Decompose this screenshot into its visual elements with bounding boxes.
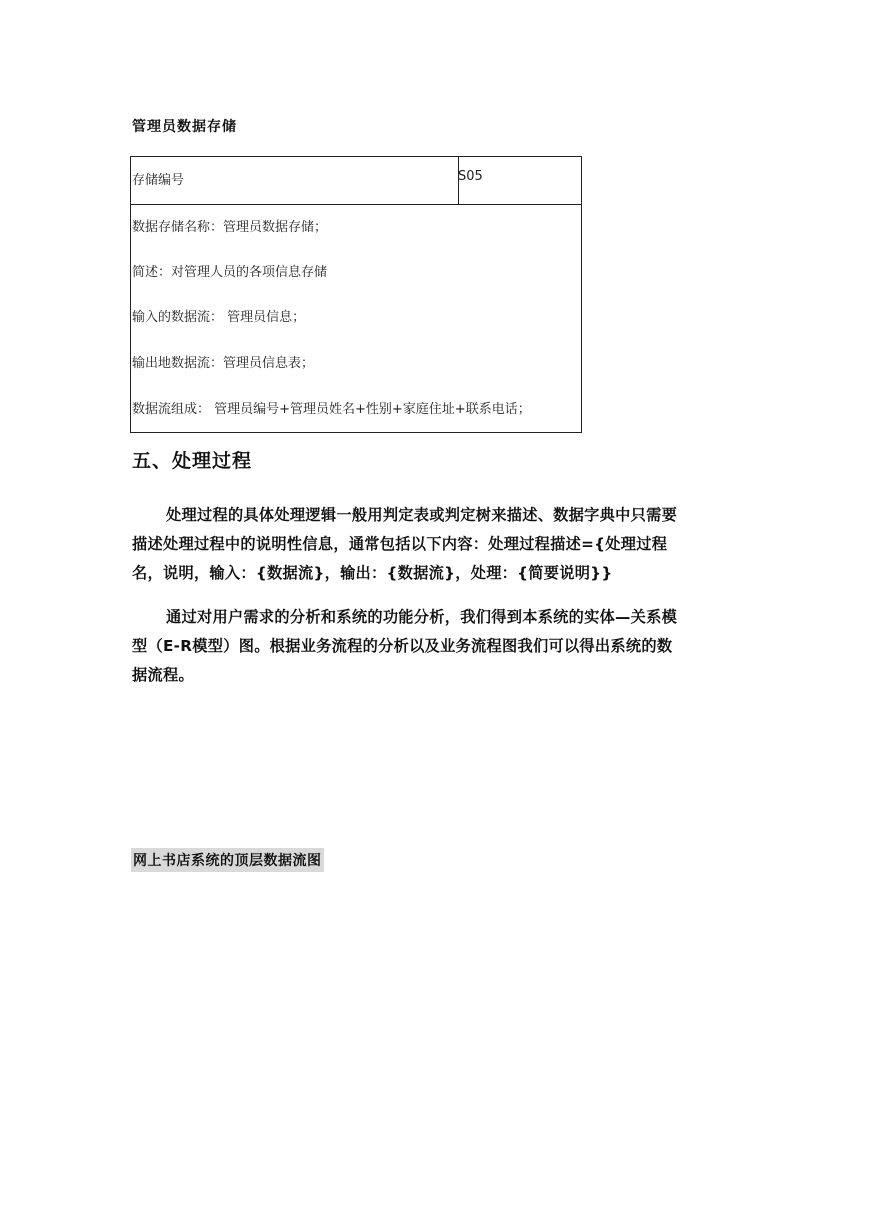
id-value: S05	[458, 169, 483, 184]
paragraph-line: 处理过程的具体处理逻辑一般用判定表或判定树来描述、数据字典中只需要	[166, 506, 678, 524]
paragraph-line: 通过对用户需求的分析和系统的功能分析，我们得到本系统的实体—关系模	[166, 608, 678, 626]
paragraph-line: 名，说明，输入：{数据流}，输出：{数据流}，处理：{简要说明}}	[132, 564, 613, 582]
id-label: 存储编号	[132, 173, 185, 188]
detail-line: 输出地数据流：管理员信息表；	[132, 356, 315, 371]
store-heading: 管理员数据存储	[132, 119, 237, 135]
data-store-table	[130, 156, 582, 433]
detail-line: 数据存储名称：管理员数据存储；	[132, 220, 328, 235]
table-row-id	[131, 157, 581, 205]
detail-line: 简述：对管理人员的各项信息存储	[132, 265, 328, 280]
figure-caption: 网上书店系统的顶层数据流图	[131, 848, 324, 872]
paragraph-line: 型（E-R模型）图。根据业务流程的分析以及业务流程图我们可以得出系统的数	[132, 637, 673, 655]
table-cell-id-label	[131, 157, 459, 204]
section-title: 五、处理过程	[132, 450, 253, 472]
detail-line: 输入的数据流： 管理员信息；	[132, 310, 306, 325]
paragraph-line: 据流程。	[132, 666, 194, 684]
detail-line: 数据流组成： 管理员编号+管理员姓名+性别+家庭住址+联系电话；	[132, 402, 531, 417]
paragraph-line: 描述处理过程中的说明性信息，通常包括以下内容：处理过程描述={处理过程	[132, 535, 668, 553]
paragraph-1	[132, 501, 742, 588]
paragraph-2	[132, 603, 742, 690]
